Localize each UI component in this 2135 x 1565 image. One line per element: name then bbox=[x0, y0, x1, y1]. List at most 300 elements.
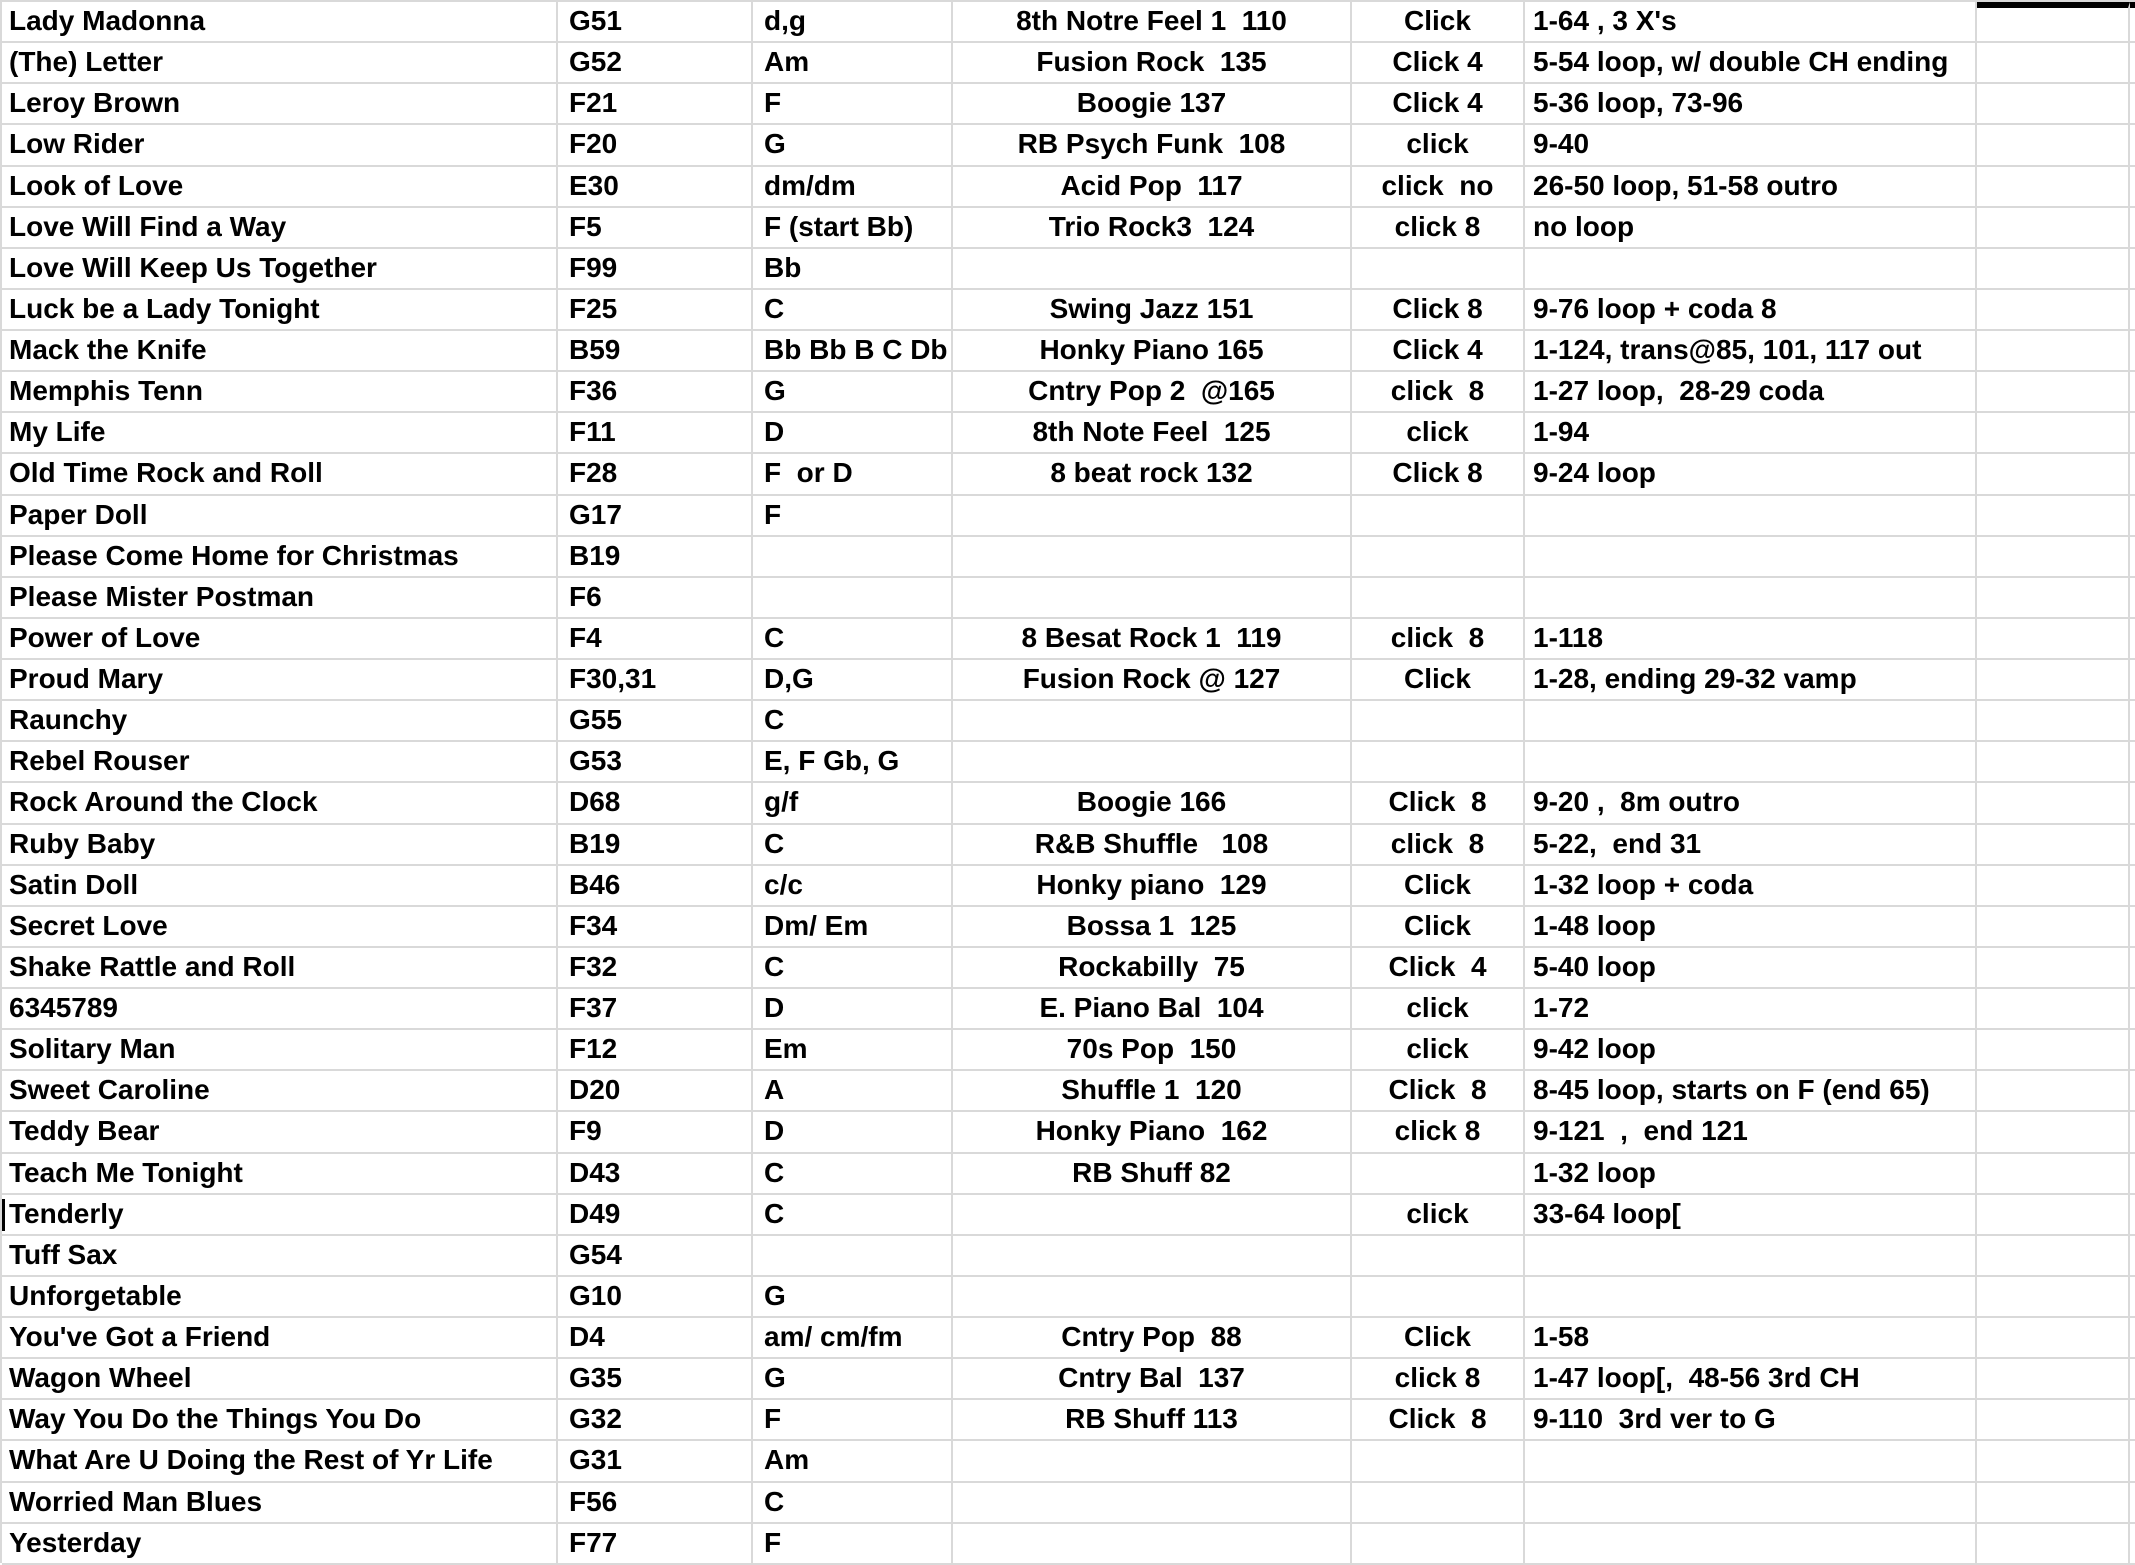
click-cell[interactable]: Click bbox=[1352, 866, 1525, 907]
edge-sliver-cell[interactable] bbox=[2130, 1359, 2135, 1400]
extra-cell[interactable] bbox=[1977, 660, 2130, 701]
code-cell[interactable]: F56 bbox=[558, 1483, 753, 1524]
edge-sliver-cell[interactable] bbox=[2130, 1112, 2135, 1153]
key-cell[interactable]: D bbox=[753, 1112, 953, 1153]
edge-sliver-cell[interactable] bbox=[2130, 1318, 2135, 1359]
edge-sliver-cell[interactable] bbox=[2130, 496, 2135, 537]
code-cell[interactable]: F30,31 bbox=[558, 660, 753, 701]
edge-sliver-cell[interactable] bbox=[2130, 537, 2135, 578]
click-cell[interactable]: Click 8 bbox=[1352, 454, 1525, 495]
code-cell[interactable]: F6 bbox=[558, 578, 753, 619]
song-title-cell[interactable]: Look of Love bbox=[2, 167, 558, 208]
edge-sliver-cell[interactable] bbox=[2130, 331, 2135, 372]
edge-sliver-cell[interactable] bbox=[2130, 578, 2135, 619]
notes-cell[interactable]: 1-124, trans@85, 101, 117 out bbox=[1525, 331, 1977, 372]
code-cell[interactable]: G51 bbox=[558, 2, 753, 43]
song-title-cell[interactable]: Lady Madonna bbox=[2, 2, 558, 43]
click-cell[interactable]: Click 8 bbox=[1352, 1400, 1525, 1441]
style-tempo-cell[interactable] bbox=[953, 701, 1352, 742]
edge-sliver-cell[interactable] bbox=[2130, 290, 2135, 331]
code-cell[interactable]: F36 bbox=[558, 372, 753, 413]
extra-cell[interactable] bbox=[1977, 1112, 2130, 1153]
code-cell[interactable]: F20 bbox=[558, 125, 753, 166]
key-cell[interactable] bbox=[753, 537, 953, 578]
click-cell[interactable]: Click 8 bbox=[1352, 1071, 1525, 1112]
notes-cell[interactable] bbox=[1525, 496, 1977, 537]
extra-cell[interactable] bbox=[1977, 208, 2130, 249]
code-cell[interactable]: G54 bbox=[558, 1236, 753, 1277]
key-cell[interactable]: F bbox=[753, 496, 953, 537]
key-cell[interactable]: dm/dm bbox=[753, 167, 953, 208]
style-tempo-cell[interactable]: 8 Besat Rock 1 119 bbox=[953, 619, 1352, 660]
song-title-cell[interactable]: Leroy Brown bbox=[2, 84, 558, 125]
code-cell[interactable]: D43 bbox=[558, 1154, 753, 1195]
code-cell[interactable]: F12 bbox=[558, 1030, 753, 1071]
extra-cell[interactable] bbox=[1977, 1359, 2130, 1400]
extra-cell[interactable] bbox=[1977, 1236, 2130, 1277]
key-cell[interactable]: Dm/ Em bbox=[753, 907, 953, 948]
extra-cell[interactable] bbox=[1977, 249, 2130, 290]
notes-cell[interactable] bbox=[1525, 1441, 1977, 1482]
edge-sliver-cell[interactable] bbox=[2130, 1277, 2135, 1318]
key-cell[interactable]: d,g bbox=[753, 2, 953, 43]
key-cell[interactable]: c/c bbox=[753, 866, 953, 907]
style-tempo-cell[interactable]: R&B Shuffle 108 bbox=[953, 825, 1352, 866]
click-cell[interactable]: click 8 bbox=[1352, 1112, 1525, 1153]
code-cell[interactable]: F99 bbox=[558, 249, 753, 290]
notes-cell[interactable]: 1-94 bbox=[1525, 413, 1977, 454]
edge-sliver-cell[interactable] bbox=[2130, 454, 2135, 495]
style-tempo-cell[interactable]: 8 beat rock 132 bbox=[953, 454, 1352, 495]
key-cell[interactable]: D bbox=[753, 989, 953, 1030]
key-cell[interactable]: D bbox=[753, 413, 953, 454]
song-title-cell[interactable]: Mack the Knife bbox=[2, 331, 558, 372]
song-title-cell[interactable]: (The) Letter bbox=[2, 43, 558, 84]
code-cell[interactable]: F77 bbox=[558, 1524, 753, 1565]
edge-sliver-cell[interactable] bbox=[2130, 2, 2135, 43]
click-cell[interactable] bbox=[1352, 1524, 1525, 1565]
song-title-cell[interactable]: Rock Around the Clock bbox=[2, 783, 558, 824]
click-cell[interactable] bbox=[1352, 578, 1525, 619]
key-cell[interactable]: C bbox=[753, 701, 953, 742]
code-cell[interactable]: F21 bbox=[558, 84, 753, 125]
style-tempo-cell[interactable]: 70s Pop 150 bbox=[953, 1030, 1352, 1071]
extra-cell[interactable] bbox=[1977, 84, 2130, 125]
code-cell[interactable]: F11 bbox=[558, 413, 753, 454]
edge-sliver-cell[interactable] bbox=[2130, 742, 2135, 783]
extra-cell[interactable] bbox=[1977, 1441, 2130, 1482]
extra-cell[interactable] bbox=[1977, 454, 2130, 495]
code-cell[interactable]: G31 bbox=[558, 1441, 753, 1482]
click-cell[interactable]: click no bbox=[1352, 167, 1525, 208]
edge-sliver-cell[interactable] bbox=[2130, 948, 2135, 989]
click-cell[interactable] bbox=[1352, 1483, 1525, 1524]
key-cell[interactable]: Bb Bb B C Db bbox=[753, 331, 953, 372]
extra-cell[interactable] bbox=[1977, 1030, 2130, 1071]
extra-cell[interactable] bbox=[1977, 825, 2130, 866]
edge-sliver-cell[interactable] bbox=[2130, 167, 2135, 208]
song-title-cell[interactable]: Satin Doll bbox=[2, 866, 558, 907]
extra-cell[interactable] bbox=[1977, 331, 2130, 372]
notes-cell[interactable] bbox=[1525, 1524, 1977, 1565]
click-cell[interactable]: Click bbox=[1352, 2, 1525, 43]
song-title-cell[interactable]: Worried Man Blues bbox=[2, 1483, 558, 1524]
notes-cell[interactable]: 1-58 bbox=[1525, 1318, 1977, 1359]
style-tempo-cell[interactable] bbox=[953, 496, 1352, 537]
code-cell[interactable]: B19 bbox=[558, 537, 753, 578]
extra-cell[interactable] bbox=[1977, 125, 2130, 166]
song-title-cell[interactable]: Way You Do the Things You Do bbox=[2, 1400, 558, 1441]
song-title-cell[interactable]: Proud Mary bbox=[2, 660, 558, 701]
edge-sliver-cell[interactable] bbox=[2130, 43, 2135, 84]
code-cell[interactable]: F9 bbox=[558, 1112, 753, 1153]
notes-cell[interactable]: 1-48 loop bbox=[1525, 907, 1977, 948]
edge-sliver-cell[interactable] bbox=[2130, 1400, 2135, 1441]
notes-cell[interactable]: 1-27 loop, 28-29 coda bbox=[1525, 372, 1977, 413]
song-title-cell[interactable]: My Life bbox=[2, 413, 558, 454]
notes-cell[interactable]: 1-32 loop + coda bbox=[1525, 866, 1977, 907]
edge-sliver-cell[interactable] bbox=[2130, 1154, 2135, 1195]
click-cell[interactable]: click 8 bbox=[1352, 208, 1525, 249]
code-cell[interactable]: B59 bbox=[558, 331, 753, 372]
edge-sliver-cell[interactable] bbox=[2130, 989, 2135, 1030]
song-title-cell[interactable]: You've Got a Friend bbox=[2, 1318, 558, 1359]
song-title-cell[interactable]: Love Will Keep Us Together bbox=[2, 249, 558, 290]
extra-cell[interactable] bbox=[1977, 742, 2130, 783]
song-title-cell[interactable]: Raunchy bbox=[2, 701, 558, 742]
click-cell[interactable]: click bbox=[1352, 989, 1525, 1030]
extra-cell[interactable] bbox=[1977, 1195, 2130, 1236]
extra-cell[interactable] bbox=[1977, 1071, 2130, 1112]
song-title-cell[interactable]: Power of Love bbox=[2, 619, 558, 660]
extra-cell[interactable] bbox=[1977, 2, 2130, 43]
key-cell[interactable]: F bbox=[753, 1400, 953, 1441]
song-title-cell[interactable]: Low Rider bbox=[2, 125, 558, 166]
notes-cell[interactable]: 5-22, end 31 bbox=[1525, 825, 1977, 866]
key-cell[interactable]: Bb bbox=[753, 249, 953, 290]
key-cell[interactable]: Em bbox=[753, 1030, 953, 1071]
style-tempo-cell[interactable] bbox=[953, 742, 1352, 783]
extra-cell[interactable] bbox=[1977, 948, 2130, 989]
key-cell[interactable]: F (start Bb) bbox=[753, 208, 953, 249]
song-title-cell[interactable]: Luck be a Lady Tonight bbox=[2, 290, 558, 331]
edge-sliver-cell[interactable] bbox=[2130, 907, 2135, 948]
song-title-cell[interactable]: Paper Doll bbox=[2, 496, 558, 537]
key-cell[interactable]: D,G bbox=[753, 660, 953, 701]
style-tempo-cell[interactable]: RB Psych Funk 108 bbox=[953, 125, 1352, 166]
code-cell[interactable]: D20 bbox=[558, 1071, 753, 1112]
song-title-cell[interactable]: Memphis Tenn bbox=[2, 372, 558, 413]
edge-sliver-cell[interactable] bbox=[2130, 619, 2135, 660]
edge-sliver-cell[interactable] bbox=[2130, 1441, 2135, 1482]
song-title-cell[interactable]: Secret Love bbox=[2, 907, 558, 948]
key-cell[interactable]: C bbox=[753, 825, 953, 866]
style-tempo-cell[interactable]: RB Shuff 113 bbox=[953, 1400, 1352, 1441]
click-cell[interactable]: Click 4 bbox=[1352, 84, 1525, 125]
notes-cell[interactable] bbox=[1525, 1236, 1977, 1277]
extra-cell[interactable] bbox=[1977, 43, 2130, 84]
song-title-cell[interactable]: Solitary Man bbox=[2, 1030, 558, 1071]
key-cell[interactable] bbox=[753, 1236, 953, 1277]
click-cell[interactable] bbox=[1352, 249, 1525, 290]
notes-cell[interactable]: 9-42 loop bbox=[1525, 1030, 1977, 1071]
click-cell[interactable] bbox=[1352, 537, 1525, 578]
notes-cell[interactable] bbox=[1525, 578, 1977, 619]
click-cell[interactable]: click bbox=[1352, 125, 1525, 166]
notes-cell[interactable]: 8-45 loop, starts on F (end 65) bbox=[1525, 1071, 1977, 1112]
edge-sliver-cell[interactable] bbox=[2130, 1071, 2135, 1112]
code-cell[interactable]: D68 bbox=[558, 783, 753, 824]
extra-cell[interactable] bbox=[1977, 167, 2130, 208]
edge-sliver-cell[interactable] bbox=[2130, 208, 2135, 249]
notes-cell[interactable] bbox=[1525, 1277, 1977, 1318]
click-cell[interactable] bbox=[1352, 1236, 1525, 1277]
notes-cell[interactable]: 9-121 , end 121 bbox=[1525, 1112, 1977, 1153]
style-tempo-cell[interactable]: Honky Piano 165 bbox=[953, 331, 1352, 372]
code-cell[interactable]: F32 bbox=[558, 948, 753, 989]
notes-cell[interactable]: 1-28, ending 29-32 vamp bbox=[1525, 660, 1977, 701]
extra-cell[interactable] bbox=[1977, 701, 2130, 742]
key-cell[interactable]: G bbox=[753, 1359, 953, 1400]
key-cell[interactable]: Am bbox=[753, 1441, 953, 1482]
notes-cell[interactable]: 9-110 3rd ver to G bbox=[1525, 1400, 1977, 1441]
key-cell[interactable]: A bbox=[753, 1071, 953, 1112]
key-cell[interactable]: C bbox=[753, 1483, 953, 1524]
code-cell[interactable]: G32 bbox=[558, 1400, 753, 1441]
notes-cell[interactable]: 9-24 loop bbox=[1525, 454, 1977, 495]
click-cell[interactable]: click bbox=[1352, 413, 1525, 454]
click-cell[interactable]: Click bbox=[1352, 660, 1525, 701]
notes-cell[interactable] bbox=[1525, 249, 1977, 290]
code-cell[interactable]: E30 bbox=[558, 167, 753, 208]
style-tempo-cell[interactable]: Honky piano 129 bbox=[953, 866, 1352, 907]
song-title-cell[interactable]: Ruby Baby bbox=[2, 825, 558, 866]
notes-cell[interactable]: 1-64 , 3 X's bbox=[1525, 2, 1977, 43]
edge-sliver-cell[interactable] bbox=[2130, 84, 2135, 125]
click-cell[interactable] bbox=[1352, 1154, 1525, 1195]
style-tempo-cell[interactable]: Fusion Rock @ 127 bbox=[953, 660, 1352, 701]
notes-cell[interactable]: no loop bbox=[1525, 208, 1977, 249]
code-cell[interactable]: G53 bbox=[558, 742, 753, 783]
code-cell[interactable]: G17 bbox=[558, 496, 753, 537]
code-cell[interactable]: G10 bbox=[558, 1277, 753, 1318]
key-cell[interactable]: F bbox=[753, 84, 953, 125]
style-tempo-cell[interactable]: Cntry Pop 2 @165 bbox=[953, 372, 1352, 413]
code-cell[interactable]: F25 bbox=[558, 290, 753, 331]
code-cell[interactable]: F5 bbox=[558, 208, 753, 249]
edge-sliver-cell[interactable] bbox=[2130, 866, 2135, 907]
click-cell[interactable]: click bbox=[1352, 1030, 1525, 1071]
notes-cell[interactable]: 9-40 bbox=[1525, 125, 1977, 166]
edge-sliver-cell[interactable] bbox=[2130, 701, 2135, 742]
song-title-cell[interactable]: Yesterday bbox=[2, 1524, 558, 1565]
code-cell[interactable]: G52 bbox=[558, 43, 753, 84]
click-cell[interactable]: Click bbox=[1352, 907, 1525, 948]
song-title-cell[interactable]: Love Will Find a Way bbox=[2, 208, 558, 249]
code-cell[interactable]: D4 bbox=[558, 1318, 753, 1359]
click-cell[interactable]: Click 8 bbox=[1352, 783, 1525, 824]
edge-sliver-cell[interactable] bbox=[2130, 372, 2135, 413]
style-tempo-cell[interactable] bbox=[953, 1524, 1352, 1565]
code-cell[interactable]: F34 bbox=[558, 907, 753, 948]
notes-cell[interactable]: 9-76 loop + coda 8 bbox=[1525, 290, 1977, 331]
key-cell[interactable]: Am bbox=[753, 43, 953, 84]
edge-sliver-cell[interactable] bbox=[2130, 825, 2135, 866]
edge-sliver-cell[interactable] bbox=[2130, 1524, 2135, 1565]
edge-sliver-cell[interactable] bbox=[2130, 413, 2135, 454]
extra-cell[interactable] bbox=[1977, 413, 2130, 454]
extra-cell[interactable] bbox=[1977, 372, 2130, 413]
style-tempo-cell[interactable]: RB Shuff 82 bbox=[953, 1154, 1352, 1195]
notes-cell[interactable] bbox=[1525, 742, 1977, 783]
song-title-cell[interactable]: Sweet Caroline bbox=[2, 1071, 558, 1112]
edge-sliver-cell[interactable] bbox=[2130, 783, 2135, 824]
song-title-cell[interactable]: Rebel Rouser bbox=[2, 742, 558, 783]
key-cell[interactable] bbox=[753, 578, 953, 619]
style-tempo-cell[interactable] bbox=[953, 249, 1352, 290]
extra-cell[interactable] bbox=[1977, 496, 2130, 537]
style-tempo-cell[interactable] bbox=[953, 537, 1352, 578]
notes-cell[interactable]: 5-54 loop, w/ double CH ending bbox=[1525, 43, 1977, 84]
notes-cell[interactable] bbox=[1525, 701, 1977, 742]
style-tempo-cell[interactable]: Swing Jazz 151 bbox=[953, 290, 1352, 331]
key-cell[interactable]: G bbox=[753, 1277, 953, 1318]
click-cell[interactable]: Click 8 bbox=[1352, 290, 1525, 331]
key-cell[interactable]: G bbox=[753, 372, 953, 413]
code-cell[interactable]: F37 bbox=[558, 989, 753, 1030]
style-tempo-cell[interactable]: Shuffle 1 120 bbox=[953, 1071, 1352, 1112]
key-cell[interactable]: E, F Gb, G bbox=[753, 742, 953, 783]
notes-cell[interactable]: 9-20 , 8m outro bbox=[1525, 783, 1977, 824]
notes-cell[interactable]: 26-50 loop, 51-58 outro bbox=[1525, 167, 1977, 208]
song-title-cell[interactable]: Wagon Wheel bbox=[2, 1359, 558, 1400]
song-title-cell[interactable]: Please Mister Postman bbox=[2, 578, 558, 619]
edge-sliver-cell[interactable] bbox=[2130, 1195, 2135, 1236]
song-title-cell[interactable]: Teddy Bear bbox=[2, 1112, 558, 1153]
key-cell[interactable]: am/ cm/fm bbox=[753, 1318, 953, 1359]
click-cell[interactable]: click bbox=[1352, 1195, 1525, 1236]
song-title-cell[interactable]: What Are U Doing the Rest of Yr Life bbox=[2, 1441, 558, 1482]
extra-cell[interactable] bbox=[1977, 783, 2130, 824]
notes-cell[interactable]: 1-118 bbox=[1525, 619, 1977, 660]
extra-cell[interactable] bbox=[1977, 866, 2130, 907]
style-tempo-cell[interactable]: Boogie 137 bbox=[953, 84, 1352, 125]
edge-sliver-cell[interactable] bbox=[2130, 1236, 2135, 1277]
key-cell[interactable]: C bbox=[753, 619, 953, 660]
extra-cell[interactable] bbox=[1977, 537, 2130, 578]
click-cell[interactable] bbox=[1352, 1441, 1525, 1482]
style-tempo-cell[interactable] bbox=[953, 1277, 1352, 1318]
edge-sliver-cell[interactable] bbox=[2130, 1483, 2135, 1524]
extra-cell[interactable] bbox=[1977, 578, 2130, 619]
click-cell[interactable]: Click bbox=[1352, 1318, 1525, 1359]
code-cell[interactable]: D49 bbox=[558, 1195, 753, 1236]
notes-cell[interactable] bbox=[1525, 1483, 1977, 1524]
extra-cell[interactable] bbox=[1977, 1277, 2130, 1318]
code-cell[interactable]: B46 bbox=[558, 866, 753, 907]
notes-cell[interactable] bbox=[1525, 537, 1977, 578]
notes-cell[interactable]: 1-32 loop bbox=[1525, 1154, 1977, 1195]
extra-cell[interactable] bbox=[1977, 1524, 2130, 1565]
code-cell[interactable]: G55 bbox=[558, 701, 753, 742]
song-title-cell[interactable]: Tuff Sax bbox=[2, 1236, 558, 1277]
style-tempo-cell[interactable]: 8th Note Feel 125 bbox=[953, 413, 1352, 454]
key-cell[interactable]: C bbox=[753, 290, 953, 331]
style-tempo-cell[interactable] bbox=[953, 578, 1352, 619]
click-cell[interactable]: click 8 bbox=[1352, 825, 1525, 866]
extra-cell[interactable] bbox=[1977, 1400, 2130, 1441]
song-title-cell[interactable]: Shake Rattle and Roll bbox=[2, 948, 558, 989]
song-title-cell[interactable]: Tenderly bbox=[2, 1195, 558, 1236]
extra-cell[interactable] bbox=[1977, 290, 2130, 331]
click-cell[interactable] bbox=[1352, 496, 1525, 537]
edge-sliver-cell[interactable] bbox=[2130, 1030, 2135, 1071]
extra-cell[interactable] bbox=[1977, 1318, 2130, 1359]
style-tempo-cell[interactable] bbox=[953, 1195, 1352, 1236]
edge-sliver-cell[interactable] bbox=[2130, 125, 2135, 166]
style-tempo-cell[interactable] bbox=[953, 1236, 1352, 1277]
song-title-cell[interactable]: Teach Me Tonight bbox=[2, 1154, 558, 1195]
key-cell[interactable]: C bbox=[753, 948, 953, 989]
extra-cell[interactable] bbox=[1977, 1483, 2130, 1524]
extra-cell[interactable] bbox=[1977, 619, 2130, 660]
notes-cell[interactable]: 1-47 loop[, 48-56 3rd CH bbox=[1525, 1359, 1977, 1400]
style-tempo-cell[interactable] bbox=[953, 1483, 1352, 1524]
style-tempo-cell[interactable] bbox=[953, 1441, 1352, 1482]
click-cell[interactable]: click 8 bbox=[1352, 1359, 1525, 1400]
key-cell[interactable]: C bbox=[753, 1154, 953, 1195]
style-tempo-cell[interactable]: 8th Notre Feel 1 110 bbox=[953, 2, 1352, 43]
click-cell[interactable]: Click 4 bbox=[1352, 331, 1525, 372]
click-cell[interactable] bbox=[1352, 701, 1525, 742]
key-cell[interactable]: F bbox=[753, 1524, 953, 1565]
extra-cell[interactable] bbox=[1977, 1154, 2130, 1195]
code-cell[interactable]: F4 bbox=[558, 619, 753, 660]
edge-sliver-cell[interactable] bbox=[2130, 249, 2135, 290]
style-tempo-cell[interactable]: Trio Rock3 124 bbox=[953, 208, 1352, 249]
click-cell[interactable]: Click 4 bbox=[1352, 43, 1525, 84]
key-cell[interactable]: g/f bbox=[753, 783, 953, 824]
extra-cell[interactable] bbox=[1977, 907, 2130, 948]
notes-cell[interactable]: 5-36 loop, 73-96 bbox=[1525, 84, 1977, 125]
code-cell[interactable]: B19 bbox=[558, 825, 753, 866]
style-tempo-cell[interactable]: Honky Piano 162 bbox=[953, 1112, 1352, 1153]
notes-cell[interactable]: 5-40 loop bbox=[1525, 948, 1977, 989]
key-cell[interactable]: C bbox=[753, 1195, 953, 1236]
song-title-cell[interactable]: 6345789 bbox=[2, 989, 558, 1030]
style-tempo-cell[interactable]: Boogie 166 bbox=[953, 783, 1352, 824]
song-title-cell[interactable]: Unforgetable bbox=[2, 1277, 558, 1318]
notes-cell[interactable]: 1-72 bbox=[1525, 989, 1977, 1030]
extra-cell[interactable] bbox=[1977, 989, 2130, 1030]
song-title-cell[interactable]: Please Come Home for Christmas bbox=[2, 537, 558, 578]
key-cell[interactable]: G bbox=[753, 125, 953, 166]
click-cell[interactable] bbox=[1352, 742, 1525, 783]
style-tempo-cell[interactable]: E. Piano Bal 104 bbox=[953, 989, 1352, 1030]
style-tempo-cell[interactable]: Cntry Bal 137 bbox=[953, 1359, 1352, 1400]
notes-cell[interactable]: 33-64 loop[ bbox=[1525, 1195, 1977, 1236]
style-tempo-cell[interactable]: Cntry Pop 88 bbox=[953, 1318, 1352, 1359]
song-title-cell[interactable]: Old Time Rock and Roll bbox=[2, 454, 558, 495]
key-cell[interactable]: F or D bbox=[753, 454, 953, 495]
click-cell[interactable]: click 8 bbox=[1352, 372, 1525, 413]
style-tempo-cell[interactable]: Rockabilly 75 bbox=[953, 948, 1352, 989]
code-cell[interactable]: G35 bbox=[558, 1359, 753, 1400]
style-tempo-cell[interactable]: Bossa 1 125 bbox=[953, 907, 1352, 948]
click-cell[interactable] bbox=[1352, 1277, 1525, 1318]
style-tempo-cell[interactable]: Acid Pop 117 bbox=[953, 167, 1352, 208]
code-cell[interactable]: F28 bbox=[558, 454, 753, 495]
